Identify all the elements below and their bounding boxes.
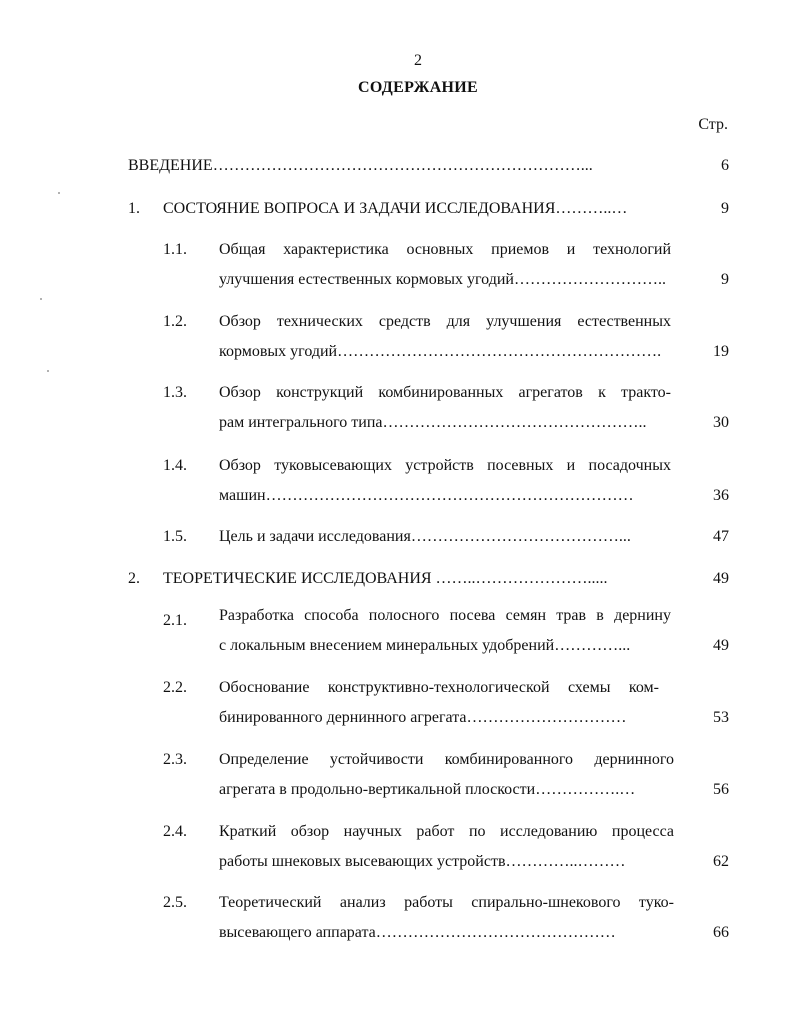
toc-entry-number: 2.3. (163, 751, 187, 768)
toc-entry-text: улучшения естественных кормовых угодий……………………….. (219, 271, 666, 288)
toc-entry-page: 56 (713, 781, 729, 798)
toc-entry-number: 2.2. (163, 679, 187, 696)
scan-speck (40, 298, 42, 300)
page-column-header: Стр. (698, 116, 728, 133)
page-title: СОДЕРЖАНИЕ (357, 79, 479, 96)
toc-entry-text: высевающего аппарата……………………………………… (219, 924, 616, 941)
toc-entry-number: 1.3. (163, 384, 187, 401)
toc-entry-page: 62 (713, 853, 729, 870)
toc-entry-page: 36 (713, 487, 729, 504)
scan-speck (47, 370, 49, 372)
toc-entry-number: 2.4. (163, 823, 187, 840)
toc-entry-text: бинированного дернинного агрегата………………………… (219, 709, 627, 726)
toc-entry-number: 1.5. (163, 528, 187, 545)
toc-entry-text: агрегата в продольно-вертикальной плоскости…………….… (219, 781, 636, 798)
toc-entry-number: 1.4. (163, 457, 187, 474)
toc-entry-text: Цель и задачи исследования…………………………………... (219, 528, 631, 545)
toc-entry-text: Общая характеристика основных приемов и технологий (219, 241, 671, 258)
toc-entry-number: 1. (128, 200, 140, 217)
toc-entry-text: Разработка способа полосного посева семян трав в дернину (219, 607, 671, 624)
toc-entry-page: 19 (713, 343, 729, 360)
toc-entry-text: ВВЕДЕНИЕ……………………………………………………………... (128, 157, 593, 174)
toc-entry-text: Краткий обзор научных работ по исследованию процесса (219, 823, 674, 840)
toc-entry-page: 47 (713, 528, 729, 545)
toc-entry-page: 49 (713, 570, 729, 587)
toc-entry-text: кормовых угодий……………………………………………………. (219, 343, 662, 360)
toc-entry-number: 2.5. (163, 894, 187, 911)
toc-entry-text: рам интегрального типа………………………………………….. (219, 414, 647, 431)
toc-entry-number: 2.1. (163, 612, 187, 629)
toc-entry-page: 30 (713, 414, 729, 431)
toc-entry-page: 6 (721, 157, 729, 174)
toc-entry-text: машин…………………………………………………………… (219, 487, 634, 504)
toc-entry-page: 9 (721, 200, 729, 217)
toc-entry-text: Определение устойчивости комбинированного дернинного (219, 751, 674, 768)
toc-entry-text: Обзор туковысевающих устройств посевных и посадочных (219, 457, 671, 474)
toc-entry-page: 49 (713, 637, 729, 654)
page-number: 2 (414, 52, 422, 69)
toc-entry-text: СОСТОЯНИЕ ВОПРОСА И ЗАДАЧИ ИССЛЕДОВАНИЯ………..… (163, 200, 628, 217)
scan-speck (58, 192, 60, 194)
toc-entry-text: Обоснование конструктивно-технологической схемы ком- (219, 679, 659, 696)
toc-entry-page: 53 (713, 709, 729, 726)
toc-entry-text: работы шнековых высевающих устройств…………..……… (219, 853, 626, 870)
toc-entry-number: 2. (128, 570, 140, 587)
toc-entry-text: ТЕОРЕТИЧЕСКИЕ ИССЛЕДОВАНИЯ ……..…………………..... (163, 570, 608, 587)
toc-entry-page: 9 (721, 271, 729, 288)
toc-entry-text: с локальным внесением минеральных удобрений…………... (219, 637, 631, 654)
toc-entry-page: 66 (713, 924, 729, 941)
toc-entry-text: Обзор конструкций комбинированных агрегатов к тракто- (219, 384, 671, 401)
toc-entry-text: Обзор технических средств для улучшения естественных (219, 313, 671, 330)
toc-entry-text: Теоретический анализ работы спирально-шнекового туко- (219, 894, 674, 911)
toc-entry-number: 1.2. (163, 313, 187, 330)
toc-entry-number: 1.1. (163, 241, 187, 258)
